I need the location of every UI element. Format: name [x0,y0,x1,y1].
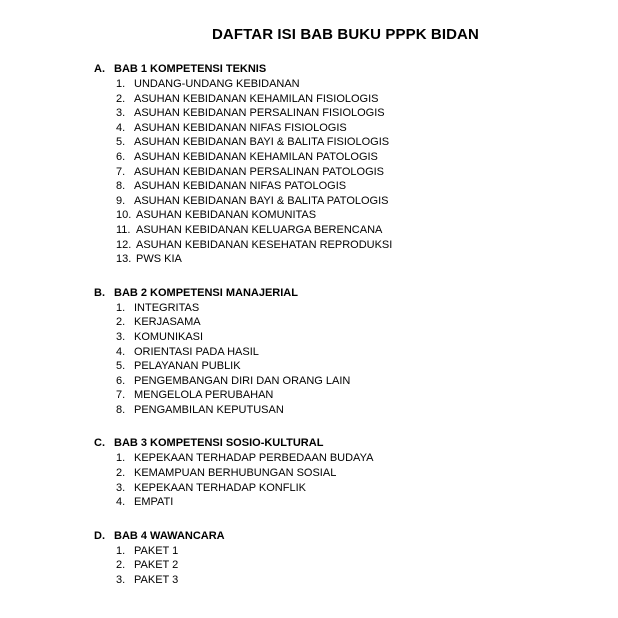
list-item [94,106,594,121]
section-heading [94,286,594,301]
section-title: BAB 2 KOMPETENSI MANAJERIAL [114,286,298,299]
table-of-contents [94,62,594,588]
item-label: ASUHAN KEBIDANAN PERSALINAN FISIOLOGIS [134,107,385,120]
section-heading [94,62,594,77]
item-number: 2. [116,467,126,480]
item-number: 5. [116,360,126,373]
item-label: KERJASAMA [134,316,201,329]
item-label: ASUHAN KEBIDANAN NIFAS FISIOLOGIS [134,121,347,134]
item-number: 4. [116,345,126,358]
item-label: PAKET 3 [134,574,179,587]
item-number: 8. [116,180,126,193]
list-item [94,179,594,194]
item-label: KOMUNIKASI [134,330,204,343]
section-heading [94,529,594,544]
item-number: 4. [116,496,126,509]
section-a [94,62,594,267]
item-label: PAKET 2 [134,559,179,572]
list-item [94,345,594,360]
list-item [94,194,594,209]
list-item [94,388,594,403]
item-number: 2. [116,559,126,572]
item-label: ASUHAN KEBIDANAN BAYI & BALITA FISIOLOGIS [134,136,390,149]
item-label: PELAYANAN PUBLIK [134,360,241,373]
list-item [94,359,594,374]
item-label: PENGEMBANGAN DIRI DAN ORANG LAIN [134,374,351,387]
item-label: PWS KIA [136,253,182,266]
item-label: ASUHAN KEBIDANAN KELUARGA BERENCANA [136,223,383,236]
section-letter: C. [94,437,105,450]
item-number: 9. [116,194,126,207]
section-c [94,436,594,509]
item-label: INTEGRITAS [134,301,200,314]
item-number: 3. [116,481,126,494]
item-number: 2. [116,92,126,105]
list-item [94,573,594,588]
item-number: 7. [116,165,126,178]
item-number: 6. [116,374,126,387]
section-item-list [94,544,594,588]
item-number: 1. [116,78,126,90]
list-item [94,165,594,180]
list-item [94,208,594,223]
list-item [94,544,594,559]
list-item [94,374,594,389]
item-number: 5. [116,136,126,149]
item-number: 1. [116,544,126,557]
item-label: KEPEKAAN TERHADAP KONFLIK [134,481,306,494]
item-number: 2. [116,316,126,329]
item-label: KEMAMPUAN BERHUBUNGAN SOSIAL [134,467,337,480]
list-item [94,403,594,418]
list-item [94,315,594,330]
item-number: 8. [116,403,126,416]
list-item [94,558,594,573]
list-item [94,238,594,253]
item-number: 11. [116,223,131,236]
item-number: 7. [116,389,126,402]
page-title: DAFTAR ISI BAB BUKU PPPK BIDAN [212,26,479,43]
item-label: ASUHAN KEBIDANAN PERSALINAN PATOLOGIS [134,165,385,178]
list-item [94,92,594,107]
list-item [94,77,594,92]
section-letter: A. [94,63,105,75]
section-heading [94,436,594,451]
section-letter: D. [94,529,105,542]
list-item [94,481,594,496]
item-number: 6. [116,150,126,163]
list-item [94,121,594,136]
item-label: EMPATI [134,496,174,509]
item-label: ASUHAN KEBIDANAN KEHAMILAN PATOLOGIS [134,150,378,163]
section-item-list [94,451,594,509]
section-title: BAB 1 KOMPETENSI TEKNIS [114,63,267,75]
item-label: ORIENTASI PADA HASIL [134,345,259,358]
item-label: PAKET 1 [134,544,179,557]
item-number: 12. [116,238,132,251]
section-item-list [94,77,594,267]
item-label: ASUHAN KEBIDANAN KESEHATAN REPRODUKSI [136,238,393,251]
item-number: 13. [116,253,132,266]
item-number: 1. [116,301,126,314]
list-item [94,495,594,510]
item-label: ASUHAN KEBIDANAN KEHAMILAN FISIOLOGIS [134,92,379,105]
item-label: ASUHAN KEBIDANAN NIFAS PATOLOGIS [134,180,347,193]
section-item-list [94,301,594,418]
item-number: 3. [116,330,126,343]
section-b [94,286,594,418]
item-label: ASUHAN KEBIDANAN BAYI & BALITA PATOLOGIS [134,194,389,207]
item-number: 3. [116,574,126,587]
list-item [94,223,594,238]
list-item [94,252,594,267]
list-item [94,150,594,165]
item-label: MENGELOLA PERUBAHAN [134,389,274,402]
item-number: 3. [116,107,126,120]
section-d [94,529,594,588]
item-number: 4. [116,121,126,134]
list-item [94,301,594,316]
list-item [94,466,594,481]
item-label: UNDANG-UNDANG KEBIDANAN [134,78,300,90]
list-item [94,451,594,466]
list-item [94,135,594,150]
section-title: BAB 3 KOMPETENSI SOSIO-KULTURAL [114,437,324,450]
list-item [94,330,594,345]
item-label: ASUHAN KEBIDANAN KOMUNITAS [136,209,317,222]
item-label: PENGAMBILAN KEPUTUSAN [134,403,284,416]
section-title: BAB 4 WAWANCARA [114,529,225,542]
item-label: KEPEKAAN TERHADAP PERBEDAAN BUDAYA [134,452,374,465]
item-number: 10. [116,209,132,222]
section-letter: B. [94,286,105,299]
item-number: 1. [116,452,126,465]
